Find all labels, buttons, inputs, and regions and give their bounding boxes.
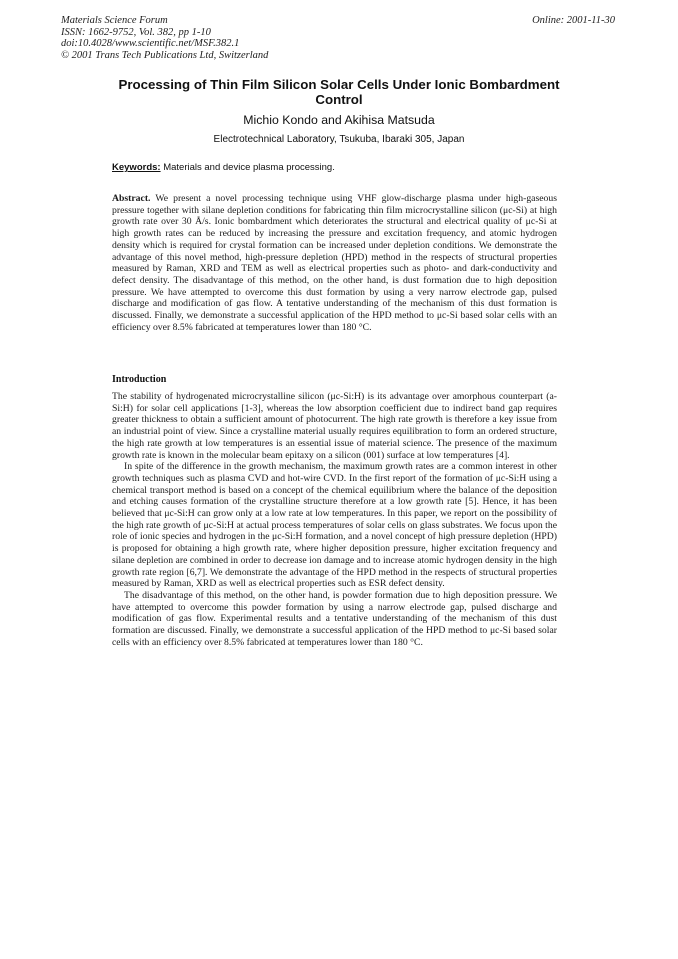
abstract-block <box>112 193 557 333</box>
journal-name: Materials Science Forum <box>61 15 168 26</box>
keywords-line <box>112 162 562 173</box>
journal-issn: ISSN: 1662-9752, Vol. 382, pp 1-10 <box>61 26 211 38</box>
journal-header <box>61 15 391 61</box>
paper-affiliation: Electrotechnical Laboratory, Tsukuba, Ibaraki 305, Japan <box>213 134 465 145</box>
journal-doi[interactable]: doi:10.4028/www.scientific.net/MSF.382.1 <box>61 38 240 50</box>
abstract-label: Abstract. <box>112 193 151 204</box>
online-date: Online: 2001-11-30 <box>532 15 615 26</box>
keywords-label: Keywords: <box>112 162 161 173</box>
intro-paragraph-1: The stability of hydrogenated microcrystalline silicon (μc-Si:H) is its advantage over amorphous counterpart (a-Si:H) for solar cell applications [1-3], whereas the low absorption coefficient due to indirect band gap requires greater thickness to obtain a sufficient amount of photocurrent. The high rate growth is therefore a key issue from an industrial point of view. Since a crystalline material usually requires equilibration to form an ordered structure, the high rate growth at low temperatures is an essential issue of material science. The presence of the maximum growth rate is known in the molecular beam epitaxy on a silicon (001) surface at low temperatures [4]. <box>112 391 557 461</box>
paper-title: Processing of Thin Film Silicon Solar Cells Under Ionic Bombardment Control <box>118 77 560 107</box>
introduction-heading: Introduction <box>112 374 167 385</box>
intro-paragraph-3: The disadvantage of this method, on the other hand, is powder formation due to high deposition pressure. We have attempted to overcome this powder formation by using a narrow electrode gap, pulsed discharge and modification of gas flow. Experimental results and a tentative understanding of the mechanism of this dust formation are discussed. Finally, we demonstrate a successful application of the HPD method to μc-Si based solar cells with an efficiency over 8.5% fabricated at temperatures lower than 180 °C. <box>112 589 557 648</box>
journal-copyright: © 2001 Trans Tech Publications Ltd, Switzerland <box>61 49 269 61</box>
abstract-text: We present a novel processing technique using VHF glow-discharge plasma under high-gaseous pressure together with silane depletion conditions for fabricating thin film microcrystalline silicon (μc-Si) at high growth rate over 30 Å/s. Ionic bombardment which deteriorates the structural and electrical quality of μc-Si at high growth rates can be reduced by increasing the pressure and excitation frequency, and atomic hydrogen density which is required for crystal formation can be increased under depletion conditions. We demonstrate the advantage of this novel method, high-pressure depletion (HPD) method in the respects of structural properties measured by Raman, XRD and TEM as well as electrical properties such as photo- and dark-conductivity and defect density. The disadvantage of this method, on the other hand, is dust formation due to high deposition pressure. We have attempted to overcome this dust formation by using a very narrow electrode gap, pulsed discharge and modification of gas flow. A tentative understanding of the mechanism of this dust formation is discussed. Finally, we demonstrate a successful application of the HPD method to μc-Si based solar cells with an efficiency over 8.5% fabricated at temperatures lower than 180 °C. <box>112 193 557 333</box>
keywords-text: Materials and device plasma processing. <box>163 162 335 173</box>
paper-authors: Michio Kondo and Akihisa Matsuda <box>243 113 435 127</box>
intro-paragraph-2: In spite of the difference in the growth mechanism, the maximum growth rates are a common interest in other growth techniques such as plasma CVD and hot-wire CVD. In the first report of the formation of μc-Si:H using a chemical transport method is based on a concept of the chemical equilibrium where the balance of the deposition and etching causes formation of the crystalline structure therefore at a low growth rate [5]. Hence, it has been believed that μc-Si:H can grow only at a low rate at low temperatures. In this paper, we report on the possibility of the high rate growth of μc-Si:H at actual process temperatures of solar cells on glass substrates. We focus upon the role of ionic species and hydrogen in the μc-Si:H formation, and a novel concept of high pressure depletion (HPD) is proposed for obtaining a high growth rate, where higher deposition pressure, higher excitation frequency and silane depletion are combined in order to decrease ion damage and to increase atomic hydrogen density in the high growth rate region [6,7]. We demonstrate the advantage of the HPD method in the respects of structural properties measured by Raman, XRD as well as electrical properties such as ESR defect density. <box>112 461 557 590</box>
introduction-body <box>112 391 557 648</box>
